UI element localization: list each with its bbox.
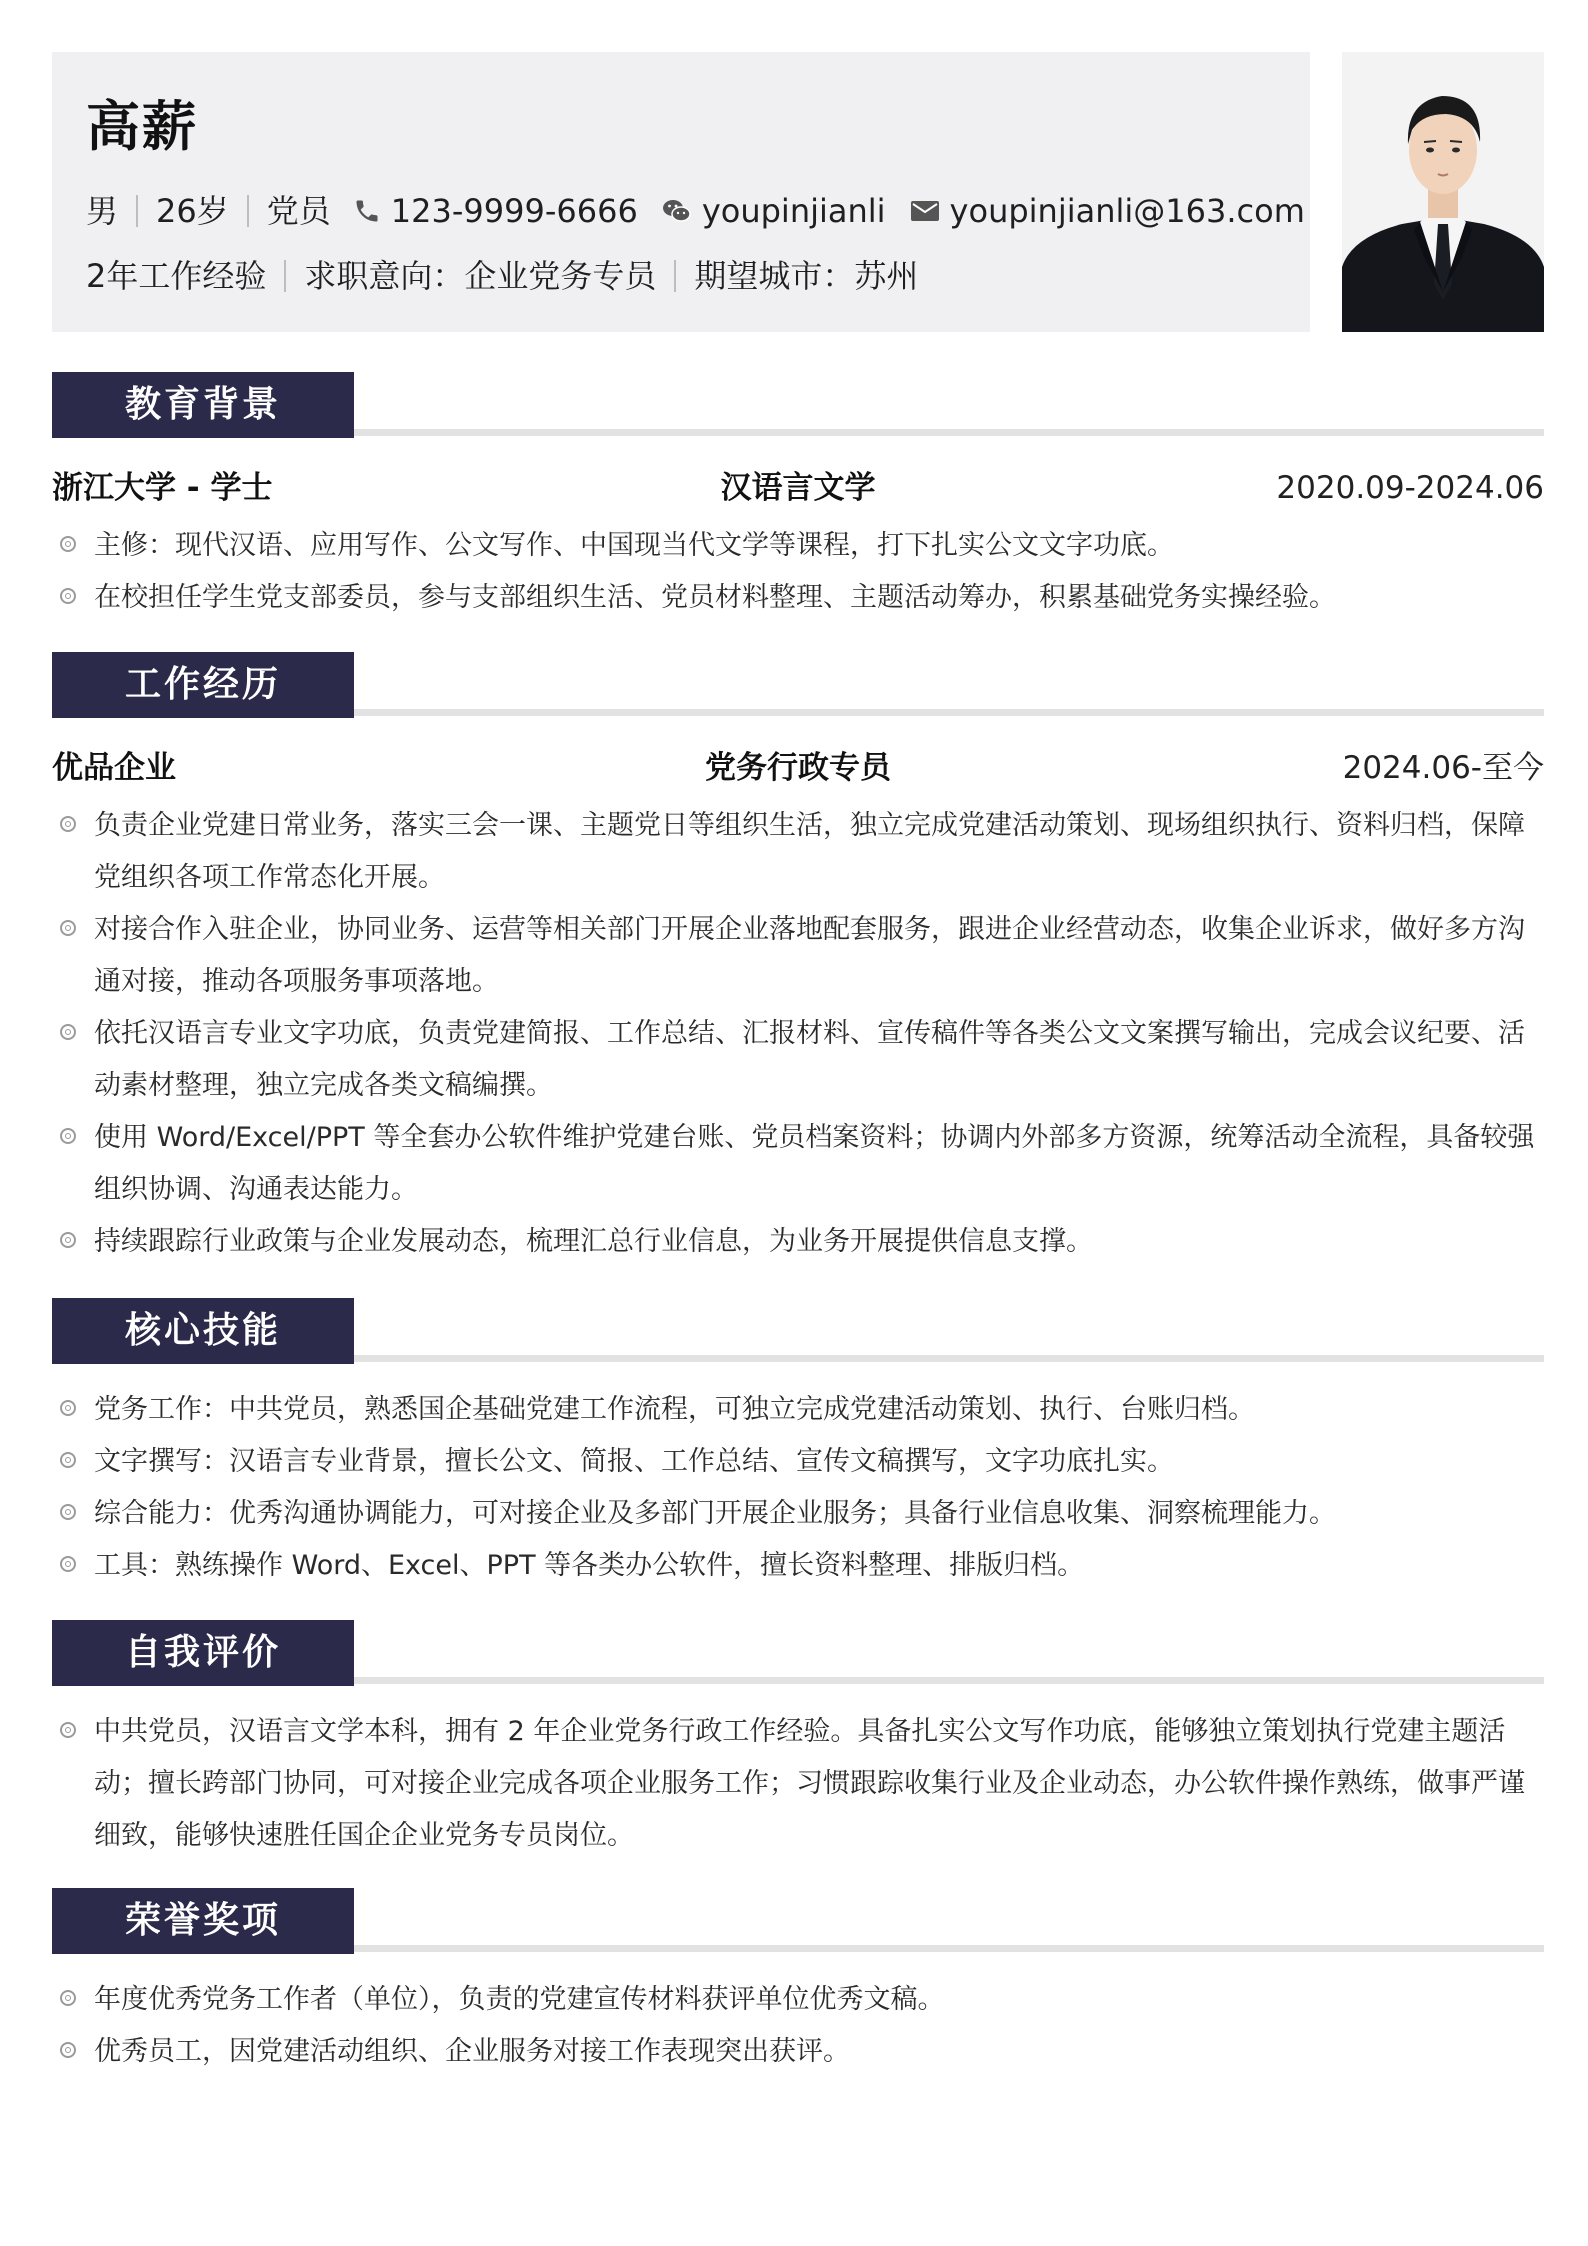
list-item: 文字撰写：汉语言专业背景，擅长公文、简报、工作总结、宣传文稿撰写，文字功底扎实。 xyxy=(58,1436,1538,1488)
divider xyxy=(136,195,138,227)
gender: 男 xyxy=(86,192,119,230)
awards-bullets xyxy=(58,1974,1538,2078)
section-header-education xyxy=(52,372,1544,438)
list-item: 使用 Word/Excel/PPT 等全套办公软件维护党建台账、党员档案资料；协调内外部多方资源，统筹活动全流程，具备较强组织协调、沟通表达能力。 xyxy=(58,1112,1538,1216)
work-entry-header xyxy=(52,746,1544,790)
candidate-name: 高薪 xyxy=(86,95,198,158)
list-item: 党务工作：中共党员，熟悉国企基础党建工作流程，可独立完成党建活动策划、执行、台账归档。 xyxy=(58,1384,1538,1436)
phone-number[interactable]: 123-9999-6666 xyxy=(390,192,638,230)
wechat-id[interactable]: youpinjianli xyxy=(701,192,886,230)
section-title: 荣誉奖项 xyxy=(52,1888,354,1954)
period: 2024.06-至今 xyxy=(1342,750,1544,786)
section-title: 教育背景 xyxy=(52,372,354,438)
list-item: 综合能力：优秀沟通协调能力，可对接企业及多部门开展企业服务；具备行业信息收集、洞察梳理能力。 xyxy=(58,1488,1538,1540)
list-item: 工具：熟练操作 Word、Excel、PPT 等各类办公软件，擅长资料整理、排版归档。 xyxy=(58,1540,1538,1592)
self-evaluation-bullets xyxy=(58,1706,1538,1862)
section-header-work xyxy=(52,652,1544,718)
bullet-icon xyxy=(60,1400,76,1416)
profile-photo xyxy=(1342,52,1544,332)
bullet-icon xyxy=(60,1990,76,2006)
list-item: 中共党员，汉语言文学本科，拥有 2 年企业党务行政工作经验。具备扎实公文写作功底，能够独立策划执行党建主题活动；擅长跨部门协同，可对接企业完成各项企业服务工作；习惯跟踪收集行业及企业动态，办公软件操作熟练，做事严谨细致，能够快速胜任国企企业党务专员岗位。 xyxy=(58,1706,1538,1862)
education-bullets xyxy=(58,520,1538,624)
divider xyxy=(674,260,676,292)
work-experience: 2年工作经验 xyxy=(86,257,267,295)
bullet-icon xyxy=(60,1722,76,1738)
bullet-icon xyxy=(60,1504,76,1520)
phone-icon xyxy=(353,197,381,225)
list-item: 依托汉语言专业文字功底，负责党建简报、工作总结、汇报材料、宣传稿件等各类公文文案撰写输出，完成会议纪要、活动素材整理，独立完成各类文稿编撰。 xyxy=(58,1008,1538,1112)
section-title: 核心技能 xyxy=(52,1298,354,1364)
bullet-icon xyxy=(60,588,76,604)
skills-bullets xyxy=(58,1384,1538,1592)
political-status: 党员 xyxy=(266,192,331,230)
list-item: 负责企业党建日常业务，落实三会一课、主题党日等组织生活，独立完成党建活动策划、现场组织执行、资料归档，保障党组织各项工作常态化开展。 xyxy=(58,800,1538,904)
section-divider xyxy=(352,709,1544,716)
section-divider xyxy=(352,1945,1544,1952)
list-item: 在校担任学生党支部委员，参与支部组织生活、党员材料整理、主题活动筹办，积累基础党务实操经验。 xyxy=(58,572,1538,624)
work-bullets xyxy=(58,800,1538,1268)
list-item: 年度优秀党务工作者（单位），负责的党建宣传材料获评单位优秀文稿。 xyxy=(58,1974,1538,2026)
wechat-icon xyxy=(662,197,692,225)
major: 汉语言文学 xyxy=(720,470,876,506)
contact-row xyxy=(86,191,1305,231)
list-item: 对接合作入驻企业，协同业务、运营等相关部门开展企业落地配套服务，跟进企业经营动态，收集企业诉求，做好多方沟通对接，推动各项服务事项落地。 xyxy=(58,904,1538,1008)
list-item: 优秀员工，因党建活动组织、企业服务对接工作表现突出获评。 xyxy=(58,2026,1538,2078)
age: 26岁 xyxy=(156,192,229,230)
bullet-icon xyxy=(60,816,76,832)
section-header-self-evaluation xyxy=(52,1620,1544,1686)
bullet-icon xyxy=(60,1024,76,1040)
job-intent-row xyxy=(86,256,918,296)
company-name: 优品企业 xyxy=(52,750,176,786)
section-divider xyxy=(352,429,1544,436)
divider xyxy=(247,195,249,227)
bullet-icon xyxy=(60,1232,76,1248)
job-intent: 求职意向：企业党务专员 xyxy=(304,257,657,295)
school-name: 浙江大学 - 学士 xyxy=(52,470,273,506)
section-divider xyxy=(352,1677,1544,1684)
period: 2020.09-2024.06 xyxy=(1276,470,1544,506)
bullet-icon xyxy=(60,1128,76,1144)
bullet-icon xyxy=(60,920,76,936)
job-role: 党务行政专员 xyxy=(705,750,891,786)
expected-city: 期望城市：苏州 xyxy=(694,257,919,295)
list-item: 主修：现代汉语、应用写作、公文写作、中国现当代文学等课程，打下扎实公文文字功底。 xyxy=(58,520,1538,572)
list-item: 持续跟踪行业政策与企业发展动态，梳理汇总行业信息，为业务开展提供信息支撑。 xyxy=(58,1216,1538,1268)
section-header-skills xyxy=(52,1298,1544,1364)
bullet-icon xyxy=(60,536,76,552)
email-address[interactable]: youpinjianli@163.com xyxy=(949,192,1305,230)
education-entry-header xyxy=(52,466,1544,510)
section-title: 工作经历 xyxy=(52,652,354,718)
bullet-icon xyxy=(60,1452,76,1468)
section-divider xyxy=(352,1355,1544,1362)
bullet-icon xyxy=(60,1556,76,1572)
section-title: 自我评价 xyxy=(52,1620,354,1686)
section-header-awards xyxy=(52,1888,1544,1954)
bullet-icon xyxy=(60,2042,76,2058)
mail-icon xyxy=(910,199,940,223)
divider xyxy=(284,260,286,292)
